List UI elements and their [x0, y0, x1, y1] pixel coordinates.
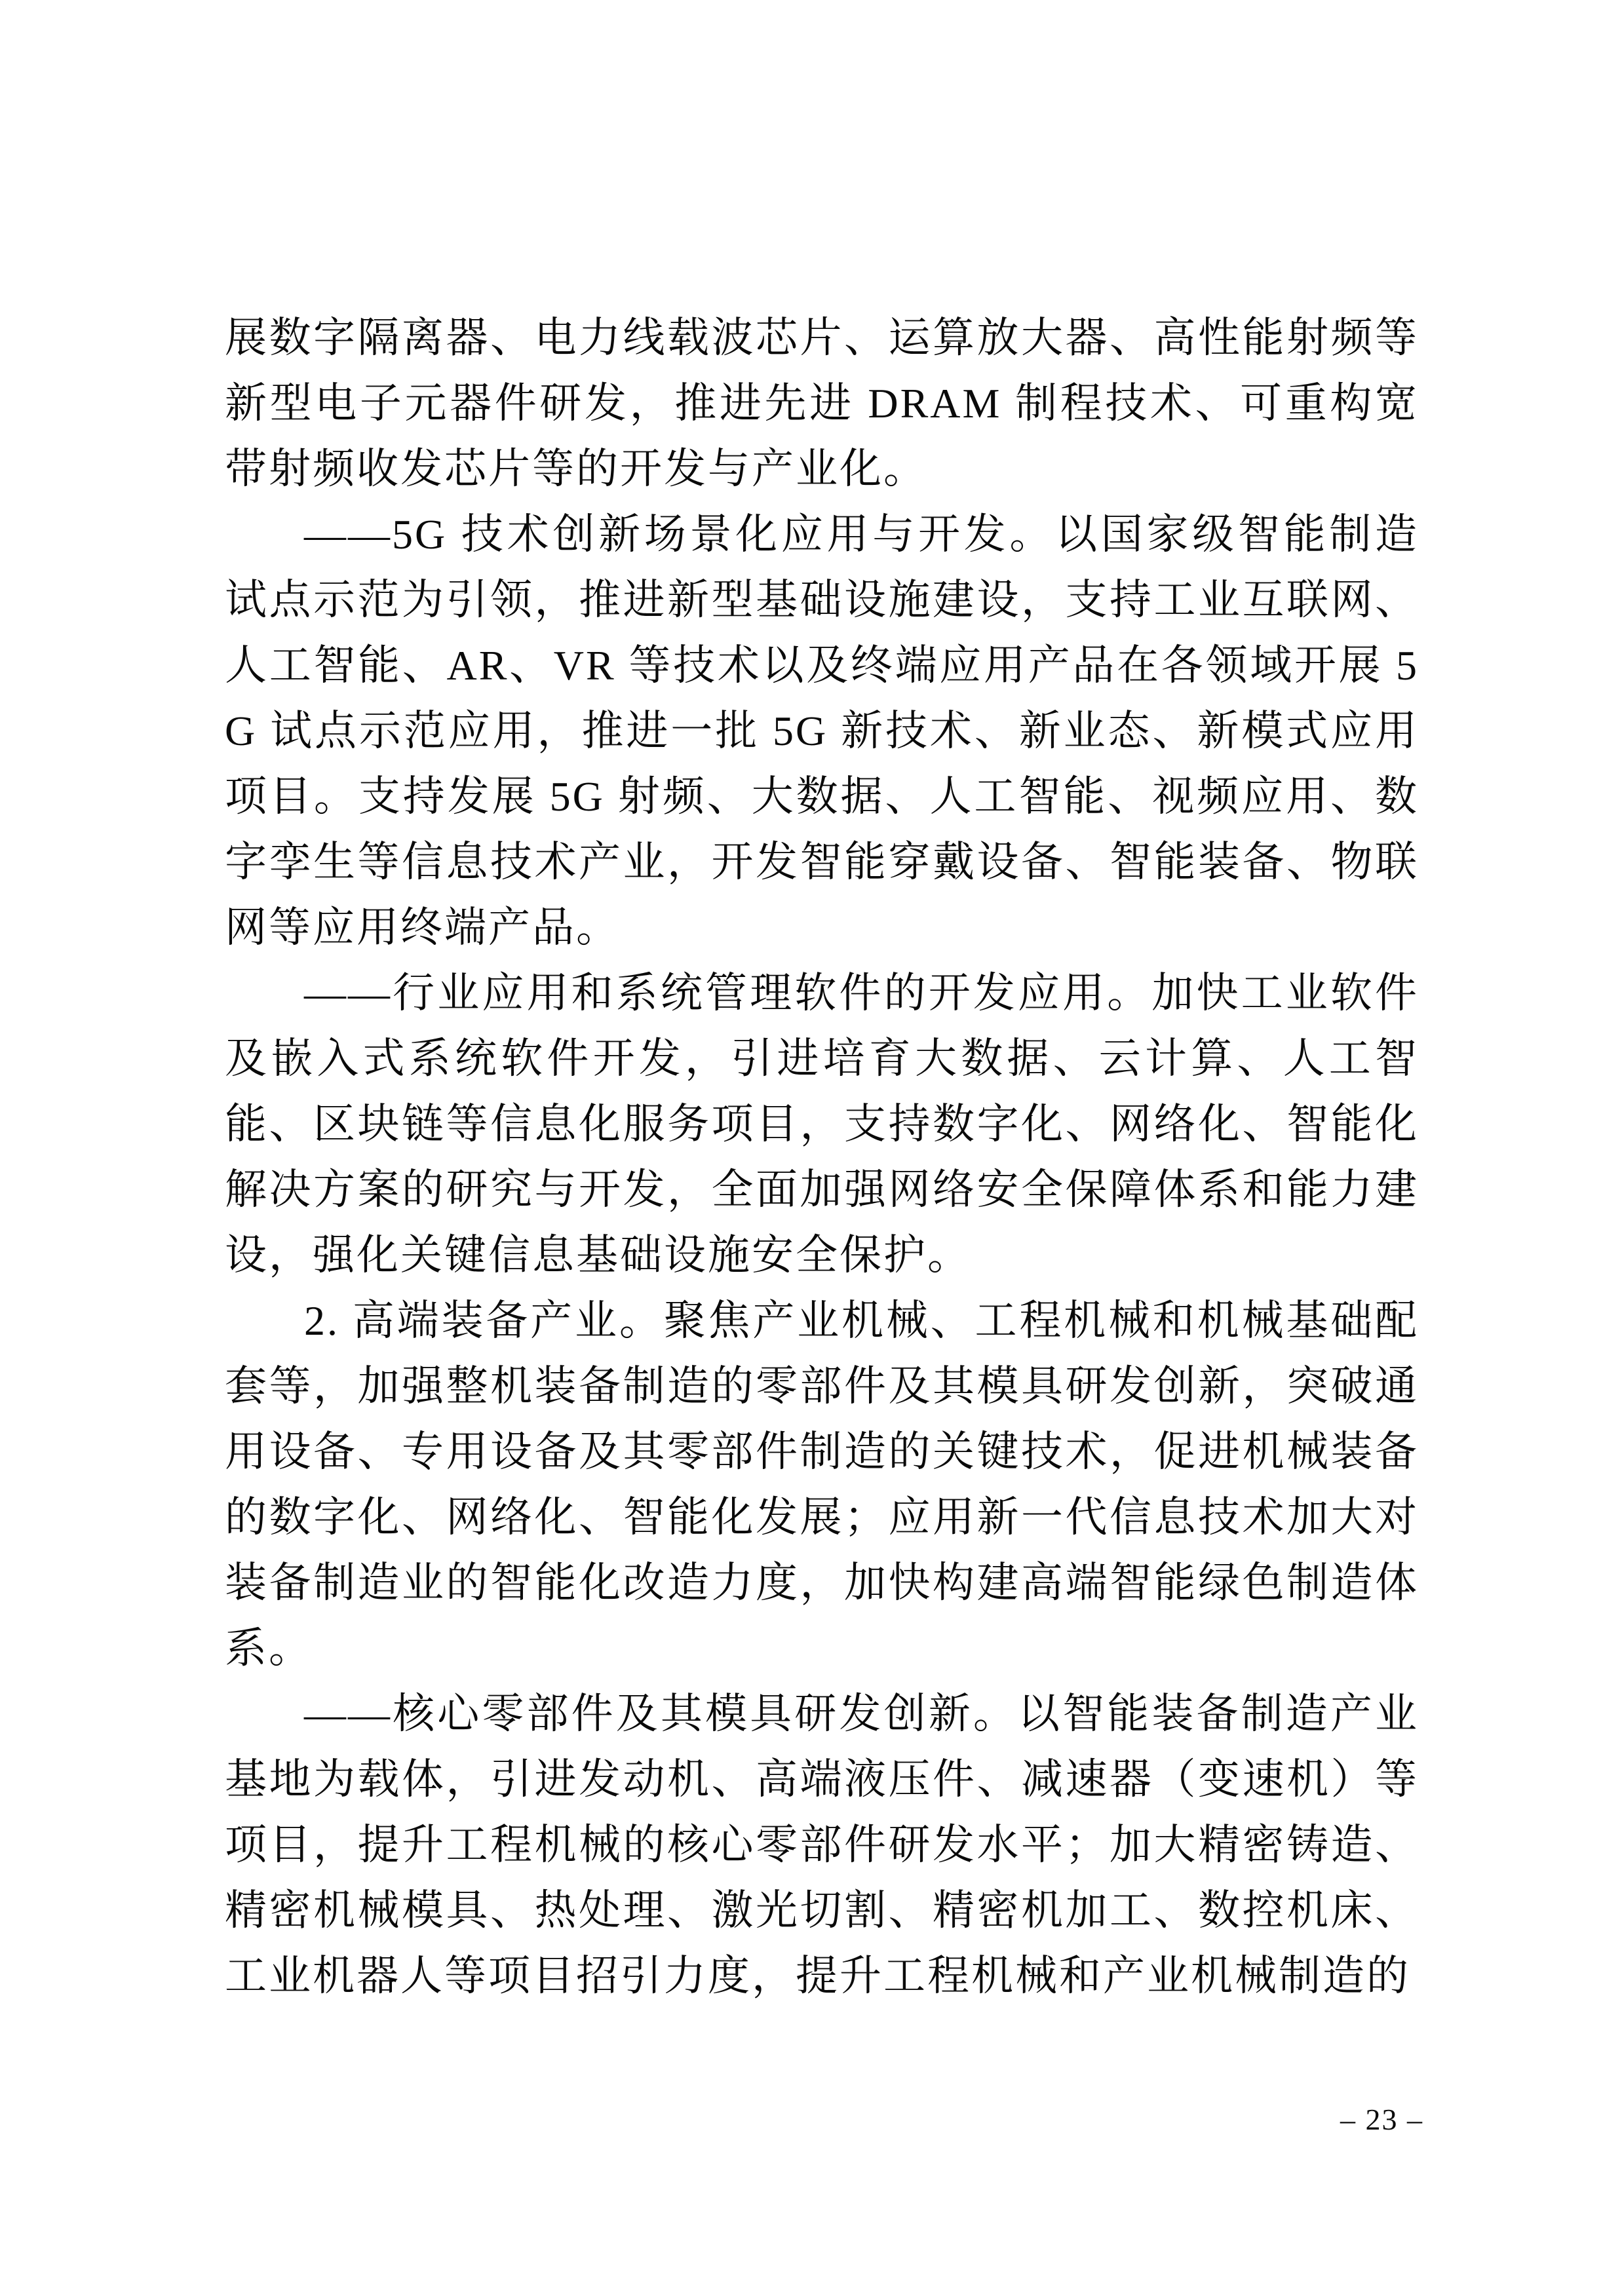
paragraph: 展数字隔离器、电力线载波芯片、运算放大器、高性能射频等新型电子元器件研发，推进先进 DRAM 制程技术、可重构宽带射频收发芯片等的开发与产业化。 [225, 315, 1419, 492]
paragraph: ——核心零部件及其模具研发创新。以智能装备制造产业基地为载体，引进发动机、高端液压件、减速器（变速机）等项目，提升工程机械的核心零部件研发水平；加大精密铸造、精密机械模具、热处理、激光切割、精密机加工、数控机床、工业机器人等项目招引力度，提升工程机械和产业机械制造的 [225, 1691, 1419, 1999]
page-number: – 23 – [1340, 2103, 1423, 2136]
paragraph: ——行业应用和系统管理软件的开发应用。加快工业软件及嵌入式系统软件开发，引进培育大数据、云计算、人工智能、区块链等信息化服务项目，支持数字化、网络化、智能化解决方案的研究与开发，全面加强网络安全保障体系和能力建设，强化关键信息基础设施安全保护。 [225, 970, 1419, 1278]
paragraph: 2. 高端装备产业。聚焦产业机械、工程机械和机械基础配套等，加强整机装备制造的零部件及其模具研发创新，突破通用设备、专用设备及其零部件制造的关键技术，促进机械装备的数字化、网络化、智能化发展；应用新一代信息技术加大对装备制造业的智能化改造力度，加快构建高端智能绿色制造体系。 [225, 1297, 1419, 1672]
document-body [225, 305, 1419, 2009]
paragraph: ——5G 技术创新场景化应用与开发。以国家级智能制造试点示范为引领，推进新型基础设施建设，支持工业互联网、人工智能、AR、VR 等技术以及终端应用产品在各领域开展 5G 试点示范应用，推进一批 5G 新技术、新业态、新模式应用项目。支持发展 5G 射频、大数据、人工智能、视频应用、数字孪生等信息技术产业，开发智能穿戴设备、智能装备、物联网等应用终端产品。 [225, 511, 1419, 951]
